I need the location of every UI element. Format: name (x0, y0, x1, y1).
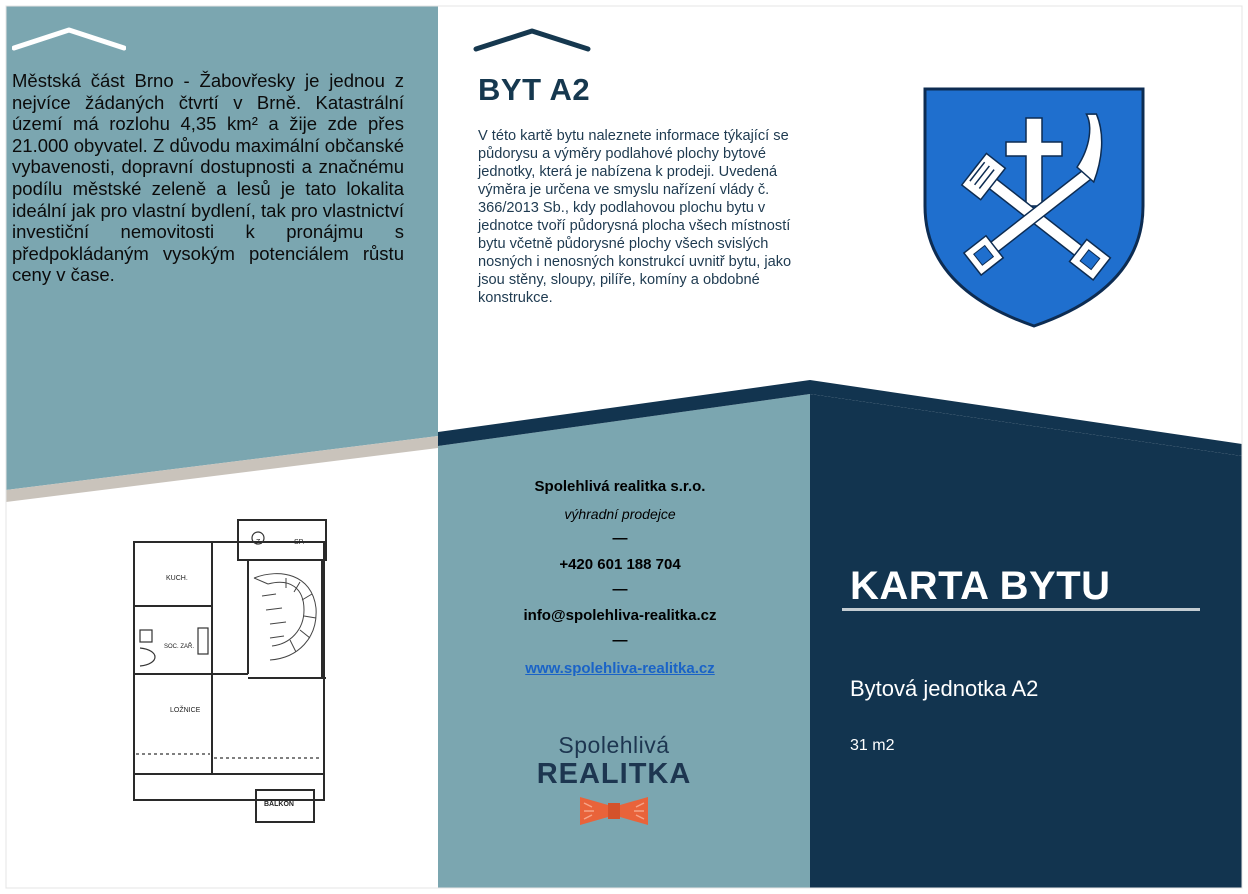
floorplan-label-bedroom: LOŽNICE (170, 707, 201, 714)
roof-chevron-icon (473, 26, 591, 54)
contact-block (440, 478, 800, 678)
floorplan-label-balcony: BALKON (264, 801, 294, 808)
company-name: Spolehlivá realitka s.r.o. (534, 478, 706, 495)
apartment-title: BYT A2 (478, 72, 591, 107)
separator: — (612, 632, 628, 649)
roof-chevron-icon (12, 26, 126, 54)
floorplan-label-storage: SP. (294, 539, 305, 546)
company-logo (508, 732, 720, 827)
floor-plan (130, 518, 330, 824)
email-address[interactable]: info@spolehliva-realitka.cz (523, 607, 717, 624)
logo-line-1: Spolehlivá (558, 732, 670, 758)
unit-name: Bytová jednotka A2 (850, 676, 1039, 701)
location-description: Městská část Brno - Žabovřesky je jednou z nejvíce žádaných čtvrtí v Brně. Katastrální území má rozlohu 4,35 km² a žije zde přes 21.000 obyvatel. Z důvodu maximální občanské vybavenosti, dopravní dostupnosti a značnému podílu městské zeleně a lesů je tato lokalita ideální jak pro vlastní bydlení, tak pro vlastnictví investiční nemovitosti k pronájmu s předpokládaným vysokým potenciálem růstu ceny v čase. (12, 70, 404, 286)
logo-line-2: REALITKA (536, 758, 692, 790)
separator: — (612, 530, 628, 547)
floorplan-label-wc: Z. (256, 539, 263, 546)
seller-role: výhradní prodejce (564, 506, 676, 522)
website-link[interactable]: www.spolehliva-realitka.cz (525, 660, 715, 677)
unit-area: 31 m2 (850, 737, 895, 754)
apartment-description: V této kartě bytu naleznete informace týkající se půdorysu a výměry podlahové plochy bytové jednotky, která je nabízena k prodeji. Uvedená výměra je určena ve smyslu nařízení vlády č. 366/2013 Sb., kdy podlahovou plochu bytu v jednotce tvoří půdorysná plocha všech místností bytu včetně půdorysné plochy všech svislých nosných i nenosných konstrukcí uvnitř bytu, jako jsou stěny, sloupy, pilíře, komíny a obdobné konstrukce. (478, 128, 792, 306)
bow-tie-icon (578, 795, 650, 827)
floorplan-label-bathroom: SOC. ZAŘ. (164, 644, 195, 650)
floorplan-label-kitchen: KUCH. (166, 575, 188, 582)
separator: — (612, 581, 628, 598)
navy-panel-right (810, 394, 1242, 888)
title-underline (842, 608, 1200, 611)
phone-number[interactable]: +420 601 188 704 (559, 556, 681, 573)
card-title: KARTA BYTU (850, 564, 1111, 608)
coat-of-arms-icon (922, 86, 1146, 328)
